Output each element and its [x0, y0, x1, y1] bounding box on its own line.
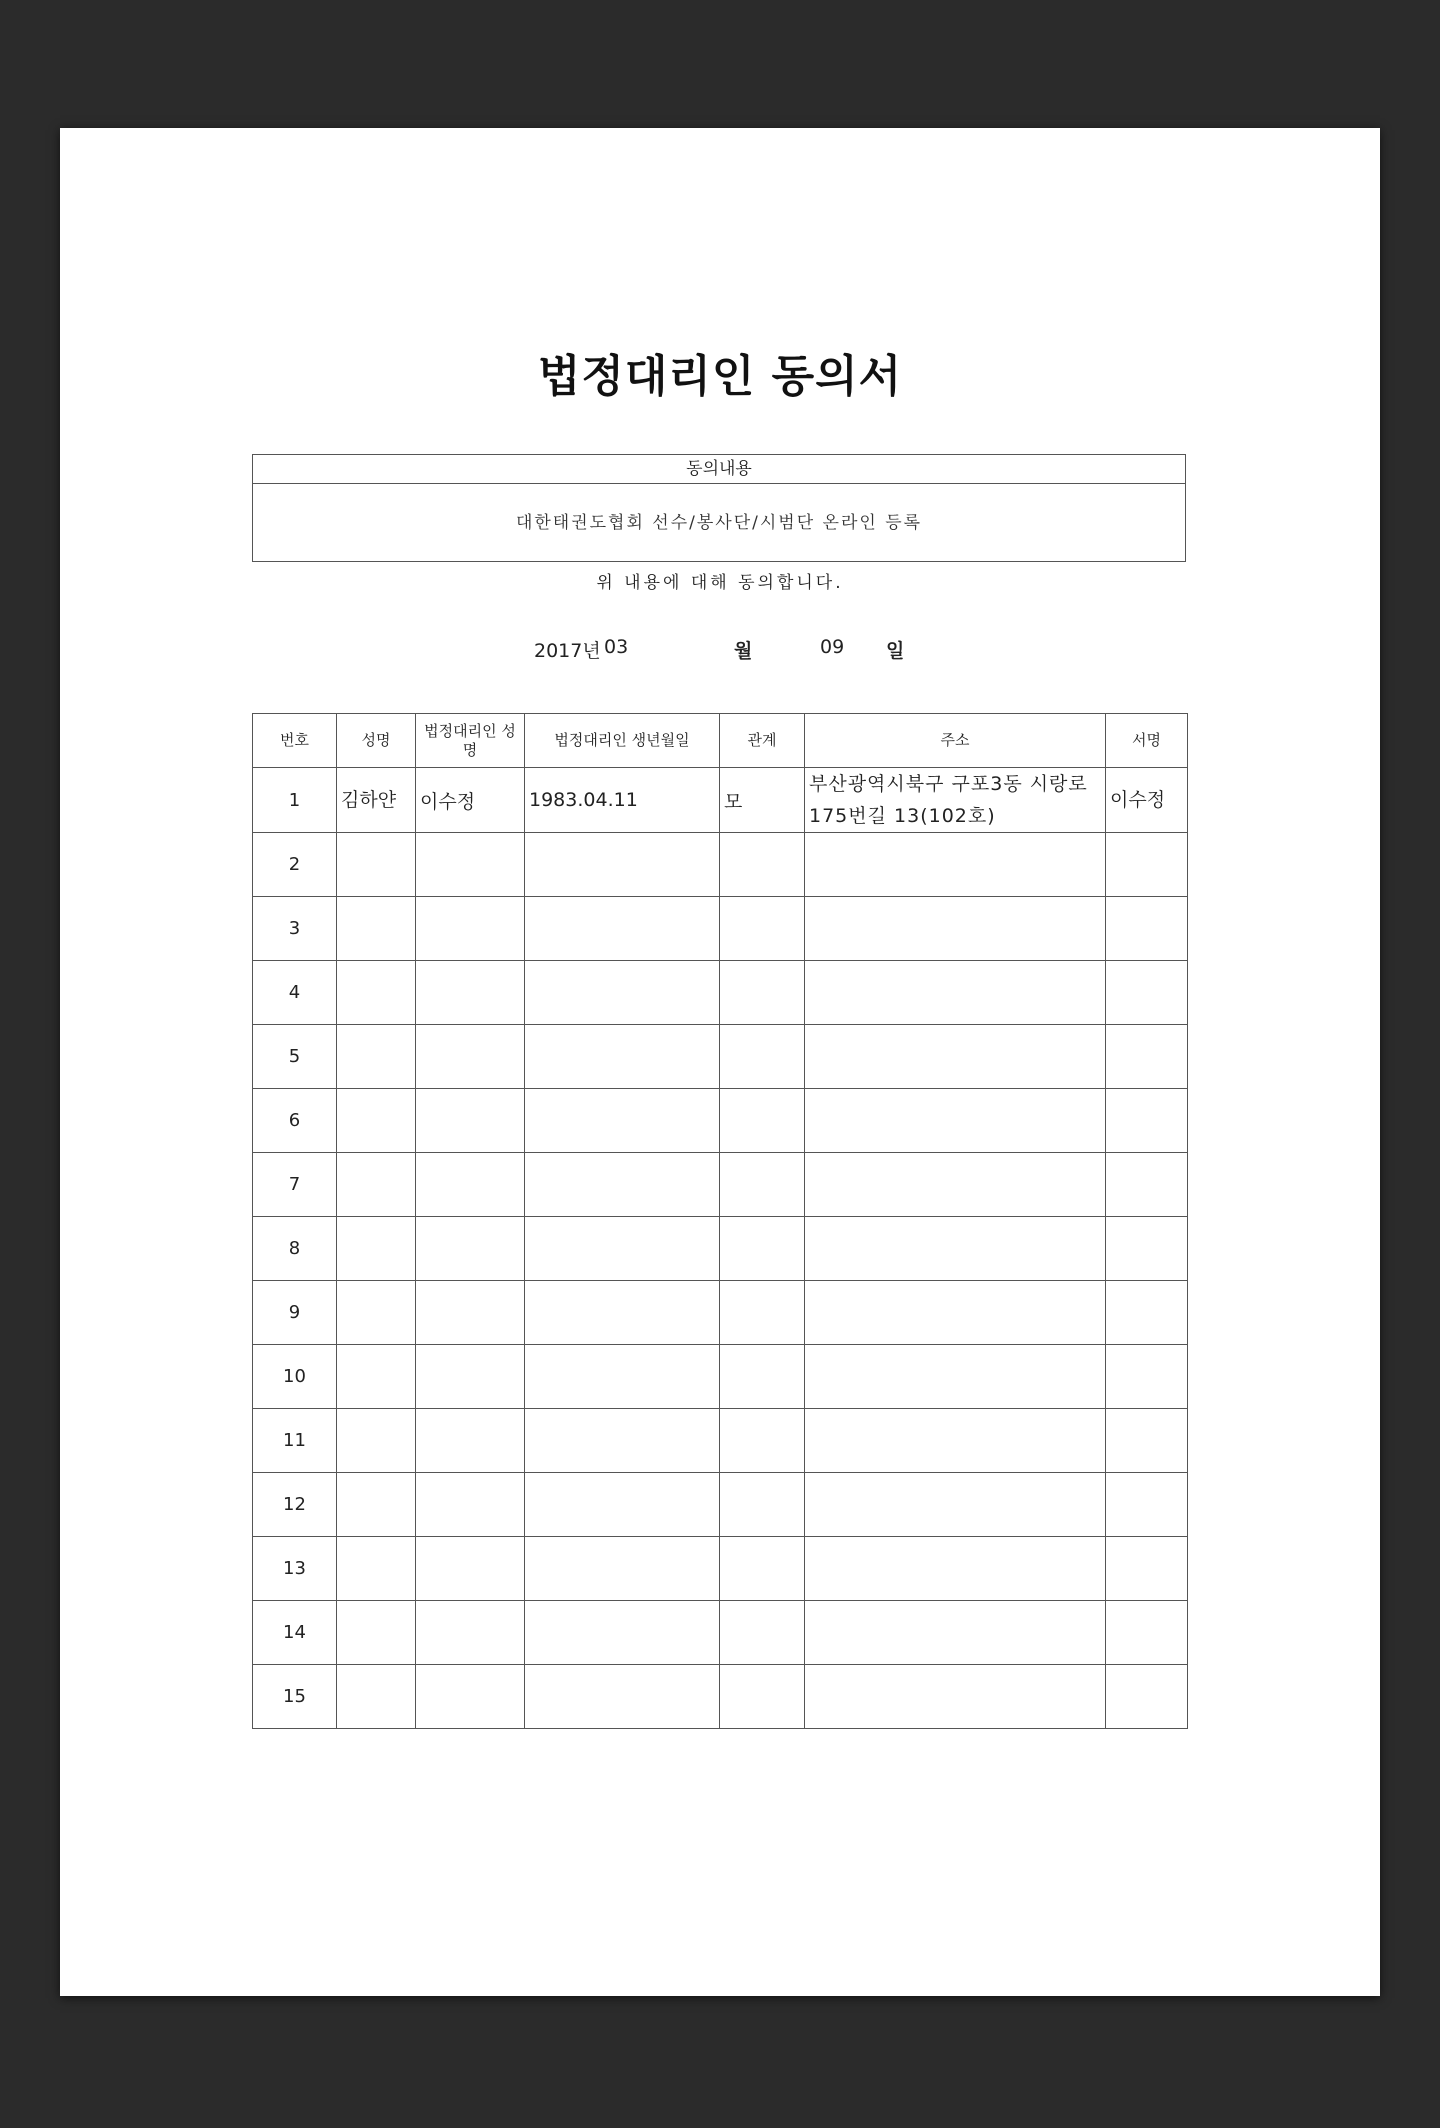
cell-no: 13: [253, 1537, 337, 1601]
cell-name: [337, 1537, 416, 1601]
header-guardian-name: 법정대리인 성명: [416, 714, 525, 768]
header-relation: 관계: [720, 714, 805, 768]
cell-name: [337, 1217, 416, 1281]
cell-guardian-birth: [525, 1153, 720, 1217]
table-body: [253, 768, 1188, 1729]
cell-guardian-name: [416, 1409, 525, 1473]
cell-signature: [1106, 1665, 1188, 1729]
cell-address: [805, 1217, 1106, 1281]
cell-guardian-name: [416, 1025, 525, 1089]
cell-address: [805, 1665, 1106, 1729]
cell-no: 9: [253, 1281, 337, 1345]
cell-no: 6: [253, 1089, 337, 1153]
cell-name: [337, 1153, 416, 1217]
cell-name: [337, 1345, 416, 1409]
registration-table: [252, 713, 1188, 1729]
cell-guardian-birth: [525, 1025, 720, 1089]
cell-guardian-birth: [525, 1281, 720, 1345]
cell-signature: [1106, 1409, 1188, 1473]
cell-guardian-birth: 1983.04.11: [525, 768, 720, 833]
date-year: 2017년: [534, 640, 601, 662]
cell-no: 14: [253, 1601, 337, 1665]
cell-address: [805, 897, 1106, 961]
cell-no: 10: [253, 1345, 337, 1409]
table-row: [253, 961, 1188, 1025]
cell-signature: [1106, 1089, 1188, 1153]
cell-guardian-birth: [525, 1537, 720, 1601]
cell-guardian-name: 이수정: [416, 768, 525, 833]
cell-guardian-birth: [525, 961, 720, 1025]
cell-name: [337, 961, 416, 1025]
cell-guardian-name: [416, 1537, 525, 1601]
header-address: 주소: [805, 714, 1106, 768]
cell-address: [805, 1281, 1106, 1345]
cell-guardian-birth: [525, 1665, 720, 1729]
document-title: 법정대리인 동의서: [537, 351, 903, 402]
cell-no: 8: [253, 1217, 337, 1281]
table-row: [253, 1089, 1188, 1153]
date-month: 03: [604, 636, 629, 658]
cell-name: [337, 1409, 416, 1473]
consent-header: 동의내용: [253, 455, 1185, 484]
consent-box: [252, 454, 1186, 562]
table-header-row: [253, 714, 1188, 768]
cell-relation: [720, 1281, 805, 1345]
cell-signature: [1106, 1217, 1188, 1281]
cell-signature: [1106, 897, 1188, 961]
cell-relation: [720, 1345, 805, 1409]
cell-no: 7: [253, 1153, 337, 1217]
cell-name: 김하얀: [337, 768, 416, 833]
consent-body: 대한태권도협회 선수/봉사단/시범단 온라인 등록: [515, 513, 923, 533]
cell-relation: [720, 1601, 805, 1665]
table-row: [253, 1025, 1188, 1089]
cell-guardian-name: [416, 961, 525, 1025]
cell-signature: 이수정: [1106, 768, 1188, 833]
table-row: [253, 833, 1188, 897]
cell-address: [805, 1537, 1106, 1601]
cell-guardian-name: [416, 1089, 525, 1153]
cell-signature: [1106, 1281, 1188, 1345]
cell-no: 12: [253, 1473, 337, 1537]
cell-guardian-birth: [525, 1345, 720, 1409]
cell-address: [805, 1473, 1106, 1537]
cell-relation: [720, 1665, 805, 1729]
cell-guardian-name: [416, 1473, 525, 1537]
table-row: [253, 1217, 1188, 1281]
agree-statement: 위 내용에 대해 동의합니다.: [596, 573, 844, 593]
header-signature: 서명: [1106, 714, 1188, 768]
cell-relation: [720, 1025, 805, 1089]
table-row: [253, 1473, 1188, 1537]
cell-relation: [720, 1537, 805, 1601]
cell-guardian-name: [416, 1665, 525, 1729]
cell-name: [337, 1281, 416, 1345]
cell-signature: [1106, 1473, 1188, 1537]
date-day-label: 일: [886, 640, 905, 662]
cell-guardian-name: [416, 1153, 525, 1217]
cell-guardian-name: [416, 1345, 525, 1409]
cell-relation: [720, 961, 805, 1025]
cell-no: 2: [253, 833, 337, 897]
cell-signature: [1106, 1153, 1188, 1217]
cell-guardian-name: [416, 1281, 525, 1345]
cell-signature: [1106, 1345, 1188, 1409]
cell-address: [805, 1409, 1106, 1473]
cell-name: [337, 897, 416, 961]
cell-no: 5: [253, 1025, 337, 1089]
cell-relation: [720, 1153, 805, 1217]
date-month-label: 월: [734, 640, 753, 662]
table-row: [253, 1665, 1188, 1729]
cell-address: [805, 961, 1106, 1025]
table-row: [253, 1601, 1188, 1665]
header-guardian-birth: 법정대리인 생년월일: [525, 714, 720, 768]
cell-name: [337, 1665, 416, 1729]
document-page: [60, 128, 1380, 1996]
cell-guardian-birth: [525, 1217, 720, 1281]
cell-relation: [720, 1217, 805, 1281]
table-row: [253, 768, 1188, 833]
cell-no: 4: [253, 961, 337, 1025]
cell-no: 1: [253, 768, 337, 833]
cell-signature: [1106, 1601, 1188, 1665]
cell-guardian-name: [416, 1601, 525, 1665]
cell-guardian-birth: [525, 1473, 720, 1537]
header-no: 번호: [253, 714, 337, 768]
cell-signature: [1106, 961, 1188, 1025]
cell-name: [337, 1089, 416, 1153]
cell-guardian-birth: [525, 1601, 720, 1665]
cell-relation: [720, 1473, 805, 1537]
cell-guardian-birth: [525, 897, 720, 961]
date-day: 09: [820, 636, 845, 658]
cell-address: [805, 1153, 1106, 1217]
table-row: [253, 1409, 1188, 1473]
cell-relation: [720, 1409, 805, 1473]
cell-no: 3: [253, 897, 337, 961]
table-row: [253, 897, 1188, 961]
cell-signature: [1106, 1537, 1188, 1601]
cell-relation: 모: [720, 768, 805, 833]
cell-address: [805, 1089, 1106, 1153]
cell-address: [805, 833, 1106, 897]
table-row: [253, 1281, 1188, 1345]
cell-signature: [1106, 1025, 1188, 1089]
cell-signature: [1106, 833, 1188, 897]
cell-relation: [720, 833, 805, 897]
cell-address: [805, 1601, 1106, 1665]
cell-guardian-birth: [525, 1089, 720, 1153]
cell-address: [805, 1025, 1106, 1089]
cell-guardian-birth: [525, 833, 720, 897]
cell-relation: [720, 1089, 805, 1153]
cell-guardian-name: [416, 833, 525, 897]
cell-name: [337, 1025, 416, 1089]
cell-guardian-name: [416, 1217, 525, 1281]
cell-name: [337, 1601, 416, 1665]
cell-name: [337, 833, 416, 897]
cell-guardian-name: [416, 897, 525, 961]
cell-name: [337, 1473, 416, 1537]
table-row: [253, 1537, 1188, 1601]
header-name: 성명: [337, 714, 416, 768]
table-row: [253, 1345, 1188, 1409]
cell-guardian-birth: [525, 1409, 720, 1473]
cell-no: 15: [253, 1665, 337, 1729]
cell-no: 11: [253, 1409, 337, 1473]
cell-relation: [720, 897, 805, 961]
cell-address: [805, 1345, 1106, 1409]
table-row: [253, 1153, 1188, 1217]
cell-address: 부산광역시북구 구포3동 시랑로175번길 13(102호): [805, 768, 1106, 833]
